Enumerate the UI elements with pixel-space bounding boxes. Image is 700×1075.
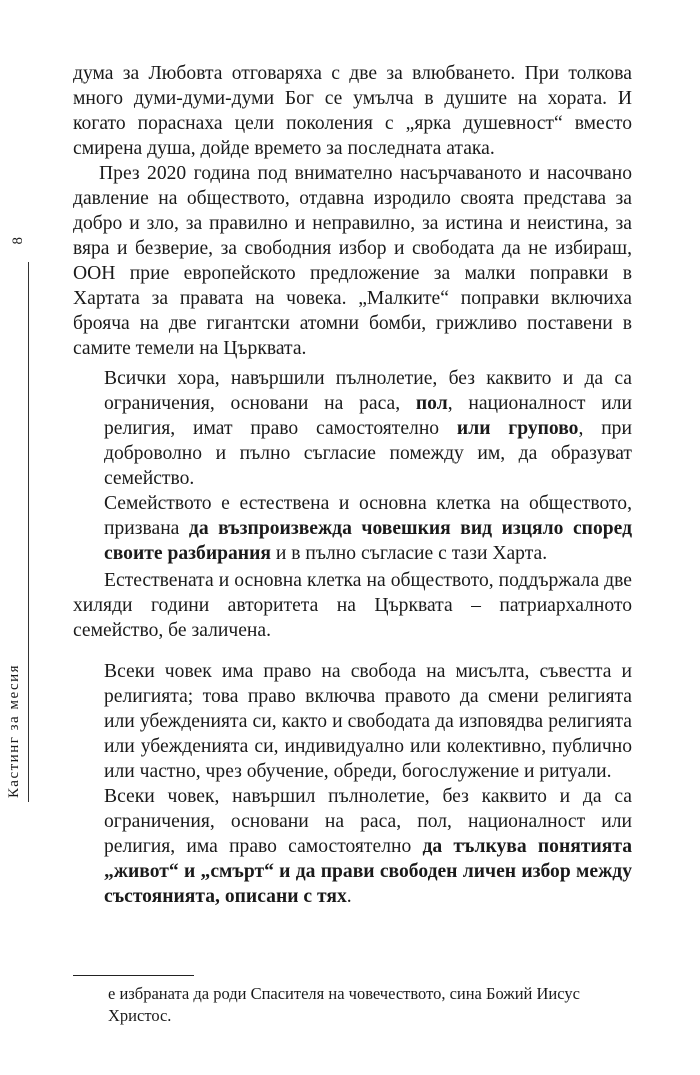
paragraph-1: дума за Любовта отговаряха с две за влюбването. При толкова много думи-думи-думи Бог се умълча в душите на хората. И когато пораснаха цели поколения с „ярка душевност“ вместо смирена душа, дойде времето за последната атака. [73,63,632,159]
body-text-top [73,61,632,361]
running-title: Кастинг за месия [6,663,22,798]
charter-quote-1 [104,366,632,566]
charter-quote-2 [104,659,632,909]
body-text-middle [73,568,632,643]
quote2-para-2: Всеки човек, навършил пълнолетие, без каквито и да са ограничения, основани на раса, пол, националност или религия, има право самостоятелно да тълкува понятията „живот“ и „смърт“ и да прави свободен личен избор между състоянията, описани с тях. [104,786,633,907]
quote1-para-2: Семейството е естествена и основна клетка на обществото, призвана да възпроизвежда човешкия вид изцяло според своите разбирания и в пълно съгласие с тази Харта. [104,493,633,564]
footnote-rule [73,975,194,976]
paragraph-2: През 2020 година под внимателно насърчаваното и насочвано давление на обществото, отдавна изродило своята представа за добро и зло, за правилно и неправилно, за истина и неистина, за вяра и безверие, за свободния избор и свободата да не избираш, ООН прие европейското предложение за малки поправки в Хартата за правата на човека. „Малките“ поправки включиха брояча на две гигантски атомни бомби, грижливо поставени в самите темели на Църквата. [73,163,632,359]
paragraph-3: Естествената и основна клетка на обществото, поддържала две хиляди години авторитета на Църквата – патриархалното семейство, бе заличена. [73,570,632,641]
footnote: е избраната да роди Спасителя на човечеството, сина Божий Иисус Христос. [108,984,580,1025]
page-number: 8 [10,237,26,245]
quote2-para-1: Всеки човек има право на свобода на мисълта, съвестта и религията; това право включва правото да смени религията или убежденията си, както и свободата да изповядва религията или убежденията си, индивидуално или колективно, публично или частно, чрез обучение, обреди, богослужение и ритуали. [104,661,632,782]
side-rule [28,262,29,802]
quote1-para-1: Всички хора, навършили пълнолетие, без каквито и да са ограничения, основани на раса, пол, националност или религия, имат право самостоятелно или групово, при доброволно и пълно съгласие помежду им, да образуват семейство. [104,368,632,489]
